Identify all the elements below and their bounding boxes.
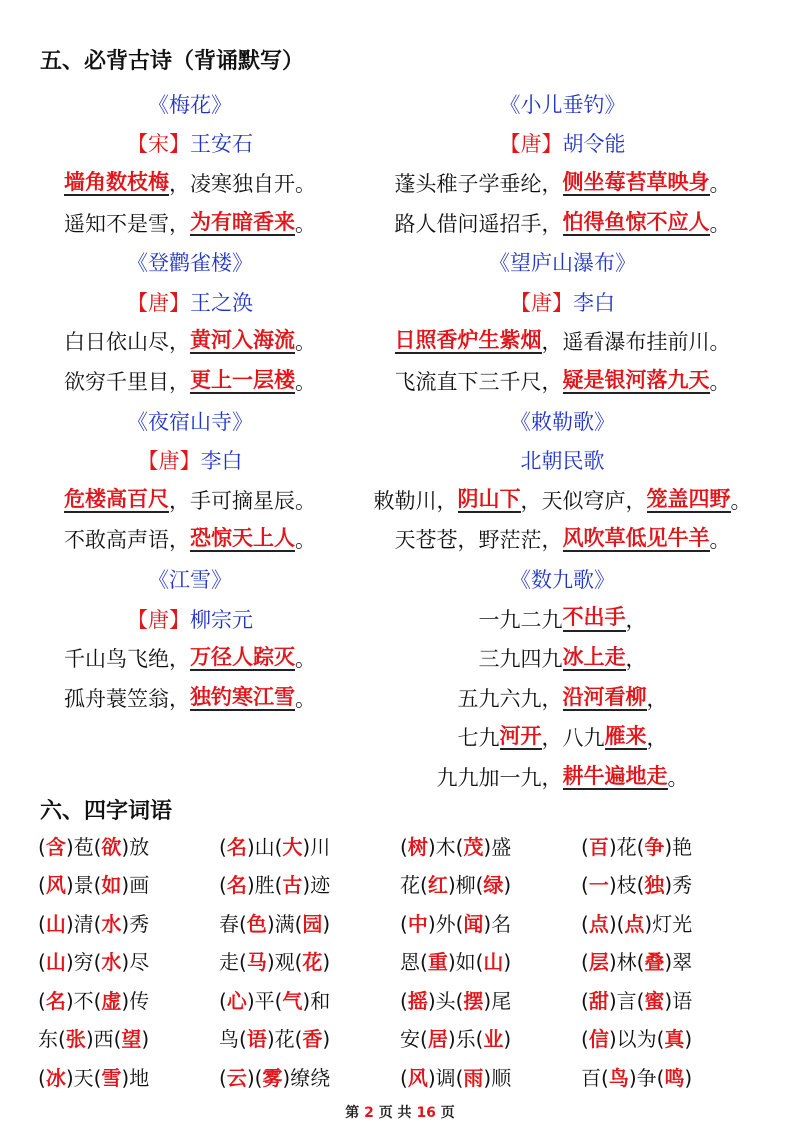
poem-dynasty: 【宋】 [127, 132, 190, 157]
answer-text: 风吹草低见牛羊 [563, 526, 710, 552]
word-row [38, 1057, 778, 1096]
word-answer: 重 [427, 950, 448, 975]
word-text: )花( [608, 834, 645, 859]
poem-title-line [20, 401, 360, 441]
word-answer: 真 [664, 1027, 685, 1052]
answer-text: 雁来 [605, 724, 647, 750]
word-answer: 气 [282, 988, 303, 1013]
word-answer: 甜 [588, 988, 609, 1013]
word-text: )秀 [121, 911, 150, 936]
word-text: )调( [427, 1065, 464, 1090]
poem-author-line [20, 440, 360, 480]
word-text: )放 [121, 834, 150, 859]
poem-verse-line [20, 638, 360, 678]
poem-dynasty: 【唐】 [127, 607, 190, 632]
verse-text: 蓬头稚子学垂纶， [394, 171, 563, 196]
word-text: )观( [266, 950, 303, 975]
word-text: ( [400, 988, 408, 1013]
verse-text: 。 [667, 765, 689, 790]
poem-title: 《数九歌》 [510, 567, 615, 592]
answer-text: 冰上走 [563, 645, 626, 671]
word-text: )以为( [608, 1027, 665, 1052]
poem-author: 王安石 [190, 132, 253, 157]
verse-text: 。 [730, 488, 752, 513]
answer-text: 更上一层楼 [190, 368, 295, 394]
word-text: ) [684, 1027, 693, 1052]
verse-text: 白日依山尽， [64, 330, 190, 355]
poem-verse-line [355, 322, 770, 362]
poem-author: 柳宗元 [190, 607, 253, 632]
word-answer: 名 [226, 834, 247, 859]
word-answer: 花 [302, 950, 323, 975]
word-item [581, 1062, 762, 1091]
left-poem-column [20, 84, 360, 718]
poem-title: 《梅花》 [148, 92, 232, 117]
word-text: )天( [65, 1065, 102, 1090]
word-item [219, 908, 400, 937]
verse-text: ， [646, 726, 668, 751]
four-char-word-grid [38, 826, 778, 1096]
poem-dynasty: 【唐】 [510, 290, 573, 315]
word-text: )争( [628, 1065, 665, 1090]
poem-dynasty: 【唐】 [127, 290, 190, 315]
verse-text: 敕勒川， [373, 488, 458, 513]
word-text: ( [400, 1065, 408, 1090]
word-text: )枝( [608, 873, 645, 898]
word-text: )传 [121, 988, 150, 1013]
word-row [38, 942, 778, 981]
word-text: )艳 [664, 834, 693, 859]
verse-text: 。 [709, 369, 731, 394]
poem-author: 王之涣 [190, 290, 253, 315]
word-text: 百( [581, 1065, 609, 1090]
word-row [38, 826, 778, 865]
word-text: )不( [65, 988, 102, 1013]
verse-text: 九九加一九， [436, 765, 563, 790]
verse-text: 一九二九 [478, 607, 563, 632]
word-text: )景( [65, 873, 102, 898]
word-item [581, 946, 762, 975]
verse-text: ，凌寒独自开。 [169, 171, 316, 196]
poem-verse-line [355, 520, 770, 560]
word-item [38, 1023, 219, 1052]
verse-text: 不敢高声语， [64, 528, 190, 553]
verse-text: ，天似穹庐， [520, 488, 647, 513]
poem-verse-line [355, 599, 770, 639]
word-text: )言( [608, 988, 645, 1013]
verse-text: 欲穷千里目， [64, 369, 190, 394]
word-text: )外( [427, 911, 464, 936]
verse-text: 天苍苍，野茫茫， [394, 528, 563, 553]
word-answer: 点 [588, 911, 609, 936]
word-answer: 名 [45, 988, 66, 1013]
word-answer: 风 [407, 1065, 428, 1090]
word-item [400, 985, 581, 1014]
word-answer: 摆 [463, 988, 484, 1013]
word-text: 东( [38, 1027, 66, 1052]
word-text: ( [581, 834, 589, 859]
verse-text: 。 [295, 528, 316, 553]
poem-dynasty: 【唐】 [137, 449, 201, 474]
word-text: )翠 [664, 950, 693, 975]
answer-text: 不出手 [563, 605, 626, 631]
word-answer: 层 [588, 950, 609, 975]
poem-title: 《登鹳雀楼》 [127, 251, 253, 276]
word-text: )林( [608, 950, 645, 975]
footer-middle: 页 共 [378, 1105, 412, 1121]
word-answer: 鸟 [608, 1065, 629, 1090]
word-text: ) [141, 1027, 150, 1052]
word-text: )清( [65, 911, 102, 936]
answer-text: 阴山下 [458, 487, 521, 513]
word-text: )满( [266, 911, 303, 936]
word-answer: 雾 [262, 1065, 283, 1090]
poem-verse-line [355, 163, 770, 203]
word-answer: 欲 [101, 834, 122, 859]
word-text: )川 [302, 834, 331, 859]
poem-verse-line [355, 678, 770, 718]
word-item [400, 869, 581, 898]
word-text: ) [322, 1027, 331, 1052]
word-text: 春( [219, 911, 247, 936]
word-answer: 水 [101, 950, 122, 975]
right-poem-column [355, 84, 770, 797]
word-answer: 红 [427, 873, 448, 898]
poem-verse-line [355, 203, 770, 243]
word-answer: 冰 [45, 1065, 66, 1090]
poem-title: 《江雪》 [148, 567, 232, 592]
word-text: ( [38, 950, 46, 975]
word-text: ( [581, 988, 589, 1013]
word-text: ( [219, 988, 227, 1013]
answer-text: 危楼高百尺 [64, 487, 169, 513]
poem-title-line [355, 242, 770, 282]
word-text: ) [503, 1027, 512, 1052]
verse-text: 。 [295, 647, 316, 672]
word-row [38, 903, 778, 942]
word-answer: 园 [302, 911, 323, 936]
word-answer: 香 [302, 1027, 323, 1052]
word-answer: 张 [65, 1027, 86, 1052]
word-text: 花( [400, 873, 428, 898]
word-text: )尾 [483, 988, 512, 1013]
word-text: )顺 [483, 1065, 512, 1090]
verse-text: 。 [295, 211, 316, 236]
word-text: )穷( [65, 950, 102, 975]
word-item [219, 869, 400, 898]
word-text: ( [38, 1065, 46, 1090]
word-text: )山( [246, 834, 283, 859]
poem-verse-line [355, 638, 770, 678]
answer-text: 黄河入海流 [190, 328, 295, 354]
word-text: ( [38, 911, 46, 936]
word-item [38, 1062, 219, 1091]
word-answer: 独 [644, 873, 665, 898]
verse-text: 七九 [457, 726, 500, 751]
word-item [400, 831, 581, 860]
answer-text: 疑是银河落九天 [563, 368, 710, 394]
poem-verse-line [355, 480, 770, 520]
answer-text: 笼盖四野 [647, 487, 731, 513]
poem-author: 李白 [200, 449, 243, 474]
word-text: ( [38, 834, 46, 859]
word-text: ) [322, 911, 331, 936]
word-item [581, 831, 762, 860]
word-text: ) [503, 950, 512, 975]
word-answer: 水 [101, 911, 122, 936]
word-item [219, 1023, 400, 1052]
word-item [581, 985, 762, 1014]
verse-text: 。 [709, 171, 731, 196]
poem-verse-line [20, 163, 360, 203]
poem-author: 胡令能 [562, 132, 626, 157]
answer-text: 河开 [500, 724, 542, 750]
poem-verse-line [20, 361, 360, 401]
poem-verse-line [20, 520, 360, 560]
word-row [38, 1019, 778, 1058]
word-text: ( [219, 1065, 227, 1090]
word-answer: 雨 [463, 1065, 484, 1090]
word-text: )西( [85, 1027, 122, 1052]
word-text: ) [684, 1065, 693, 1090]
verse-text: 。 [295, 686, 316, 711]
word-answer: 业 [483, 1027, 504, 1052]
verse-text: ， [625, 607, 647, 632]
word-text: )秀 [664, 873, 693, 898]
section-5-title: 五、必背古诗（背诵默写） [40, 49, 305, 74]
poem-author-line [20, 599, 360, 639]
poem-verse-line [20, 203, 360, 243]
verse-text: ，八九 [541, 726, 605, 751]
verse-text: 。 [295, 330, 316, 355]
verse-text: 飞流直下三千尺， [394, 369, 563, 394]
answer-text: 墙角数枝梅 [64, 170, 169, 196]
verse-text: ，遥看瀑布挂前川。 [541, 330, 731, 355]
poem-title: 《夜宿山寺》 [127, 409, 253, 434]
word-text: ( [219, 834, 227, 859]
word-text: ( [581, 873, 589, 898]
verse-text: 千山鸟飞绝， [64, 647, 190, 672]
word-answer: 鸣 [664, 1065, 685, 1090]
word-answer: 山 [45, 911, 66, 936]
word-row [38, 980, 778, 1019]
poem-author: 北朝民歌 [520, 449, 605, 474]
verse-text: ， [646, 686, 668, 711]
verse-text: 孤舟蓑笠翁， [64, 686, 190, 711]
word-item [38, 869, 219, 898]
poem-verse-line [355, 361, 770, 401]
word-answer: 如 [101, 873, 122, 898]
poem-title-line [355, 559, 770, 599]
verse-text: 。 [295, 369, 316, 394]
verse-text: ，手可摘星辰。 [169, 488, 316, 513]
word-text: ( [38, 873, 46, 898]
word-answer: 古 [282, 873, 303, 898]
poem-verse-line [20, 678, 360, 718]
poem-dynasty: 【唐】 [499, 132, 563, 157]
poem-author: 李白 [573, 290, 615, 315]
poem-author-line [355, 282, 770, 322]
word-item [38, 831, 219, 860]
word-text: )迹 [302, 873, 331, 898]
word-answer: 山 [45, 950, 66, 975]
word-answer: 含 [45, 834, 66, 859]
poem-verse-line [20, 480, 360, 520]
word-answer: 风 [45, 873, 66, 898]
word-text: 恩( [400, 950, 428, 975]
verse-text: 。 [709, 211, 731, 236]
word-item [581, 1023, 762, 1052]
word-text: )尽 [121, 950, 150, 975]
verse-text: 。 [709, 528, 731, 553]
poem-title: 《望庐山瀑布》 [489, 251, 636, 276]
answer-text: 沿河看柳 [563, 685, 647, 711]
footer-page-number: 2 [364, 1105, 374, 1121]
word-answer: 绿 [483, 873, 504, 898]
word-text: ( [400, 911, 408, 936]
answer-text: 为有暗香来 [190, 210, 295, 236]
word-item [219, 1062, 400, 1091]
word-answer: 心 [226, 988, 247, 1013]
word-text: )花( [266, 1027, 303, 1052]
word-answer: 云 [226, 1065, 247, 1090]
word-answer: 点 [624, 911, 645, 936]
word-text: ) [503, 873, 512, 898]
word-text: )地 [121, 1065, 150, 1090]
word-answer: 树 [407, 834, 428, 859]
answer-text: 耕牛遍地走 [563, 764, 668, 790]
poem-title-line [20, 559, 360, 599]
word-item [38, 946, 219, 975]
word-item [400, 946, 581, 975]
word-item [219, 985, 400, 1014]
poem-author-line [20, 124, 360, 164]
word-answer: 语 [246, 1027, 267, 1052]
word-text: ( [400, 834, 408, 859]
poem-author-line [355, 440, 770, 480]
word-text: )( [608, 911, 625, 936]
word-item [400, 1023, 581, 1052]
word-answer: 争 [644, 834, 665, 859]
word-answer: 居 [427, 1027, 448, 1052]
word-answer: 名 [226, 873, 247, 898]
word-item [38, 908, 219, 937]
word-text: )语 [664, 988, 693, 1013]
footer-total-pages: 16 [416, 1105, 436, 1121]
word-answer: 摇 [407, 988, 428, 1013]
word-text: ) [322, 950, 331, 975]
word-text: ( [581, 1027, 589, 1052]
word-answer: 山 [483, 950, 504, 975]
word-item [38, 985, 219, 1014]
word-answer: 色 [246, 911, 267, 936]
word-answer: 叠 [644, 950, 665, 975]
word-answer: 大 [282, 834, 303, 859]
word-text: ( [38, 988, 46, 1013]
word-text: 安( [400, 1027, 428, 1052]
poem-author-line [20, 282, 360, 322]
verse-text: 遥知不是雪， [64, 211, 190, 236]
word-text: )柳( [447, 873, 484, 898]
answer-text: 怕得鱼惊不应人 [563, 210, 710, 236]
answer-text: 恐惊天上人 [190, 526, 295, 552]
verse-text: ， [625, 647, 647, 672]
word-item [219, 946, 400, 975]
word-text: )画 [121, 873, 150, 898]
word-text: 走( [219, 950, 247, 975]
answer-text: 侧坐莓苔草映身 [563, 170, 710, 196]
poem-author-line [355, 124, 770, 164]
verse-text: 路人借问遥招手， [394, 211, 563, 236]
poem-verse-line [20, 322, 360, 362]
page-footer [0, 1102, 800, 1122]
word-answer: 茂 [463, 834, 484, 859]
word-text: )和 [302, 988, 331, 1013]
word-answer: 信 [588, 1027, 609, 1052]
word-item [400, 908, 581, 937]
word-answer: 虚 [101, 988, 122, 1013]
word-text: )头( [427, 988, 464, 1013]
poem-title-line [20, 84, 360, 124]
poem-title-line [20, 242, 360, 282]
verse-text: 五九六九， [457, 686, 563, 711]
word-text: ( [219, 873, 227, 898]
section-6-title: 六、四字词语 [40, 799, 173, 824]
word-text: )名 [483, 911, 512, 936]
answer-text: 日照香炉生紫烟 [395, 328, 542, 354]
word-item [400, 1062, 581, 1091]
footer-prefix: 第 [345, 1105, 360, 1121]
word-item [219, 831, 400, 860]
word-row [38, 865, 778, 904]
word-text: )灯光 [644, 911, 693, 936]
word-text: )盛 [483, 834, 512, 859]
word-answer: 望 [121, 1027, 142, 1052]
word-text: 鸟( [219, 1027, 247, 1052]
word-text: ( [581, 911, 589, 936]
poem-title: 《小儿垂钓》 [499, 92, 626, 117]
word-text: )平( [246, 988, 283, 1013]
word-text: ( [581, 950, 589, 975]
poem-title-line [355, 401, 770, 441]
word-text: )( [246, 1065, 263, 1090]
word-answer: 闻 [463, 911, 484, 936]
poem-title-line [355, 84, 770, 124]
word-answer: 一 [588, 873, 609, 898]
word-text: )如( [447, 950, 484, 975]
answer-text: 万径人踪灭 [190, 645, 295, 671]
word-answer: 雪 [101, 1065, 122, 1090]
word-text: )木( [427, 834, 464, 859]
word-text: )乐( [447, 1027, 484, 1052]
poem-title: 《敕勒歌》 [510, 409, 615, 434]
poem-verse-line [355, 757, 770, 797]
word-answer: 蜜 [644, 988, 665, 1013]
verse-text: 三九四九 [478, 647, 563, 672]
word-answer: 马 [246, 950, 267, 975]
poem-verse-line [355, 718, 770, 758]
word-answer: 中 [407, 911, 428, 936]
word-text: )缭绕 [282, 1065, 331, 1090]
word-text: )胜( [246, 873, 283, 898]
word-item [581, 908, 762, 937]
word-item [581, 869, 762, 898]
footer-suffix: 页 [440, 1105, 455, 1121]
answer-text: 独钓寒江雪 [190, 685, 295, 711]
word-answer: 百 [588, 834, 609, 859]
word-text: )苞( [65, 834, 102, 859]
